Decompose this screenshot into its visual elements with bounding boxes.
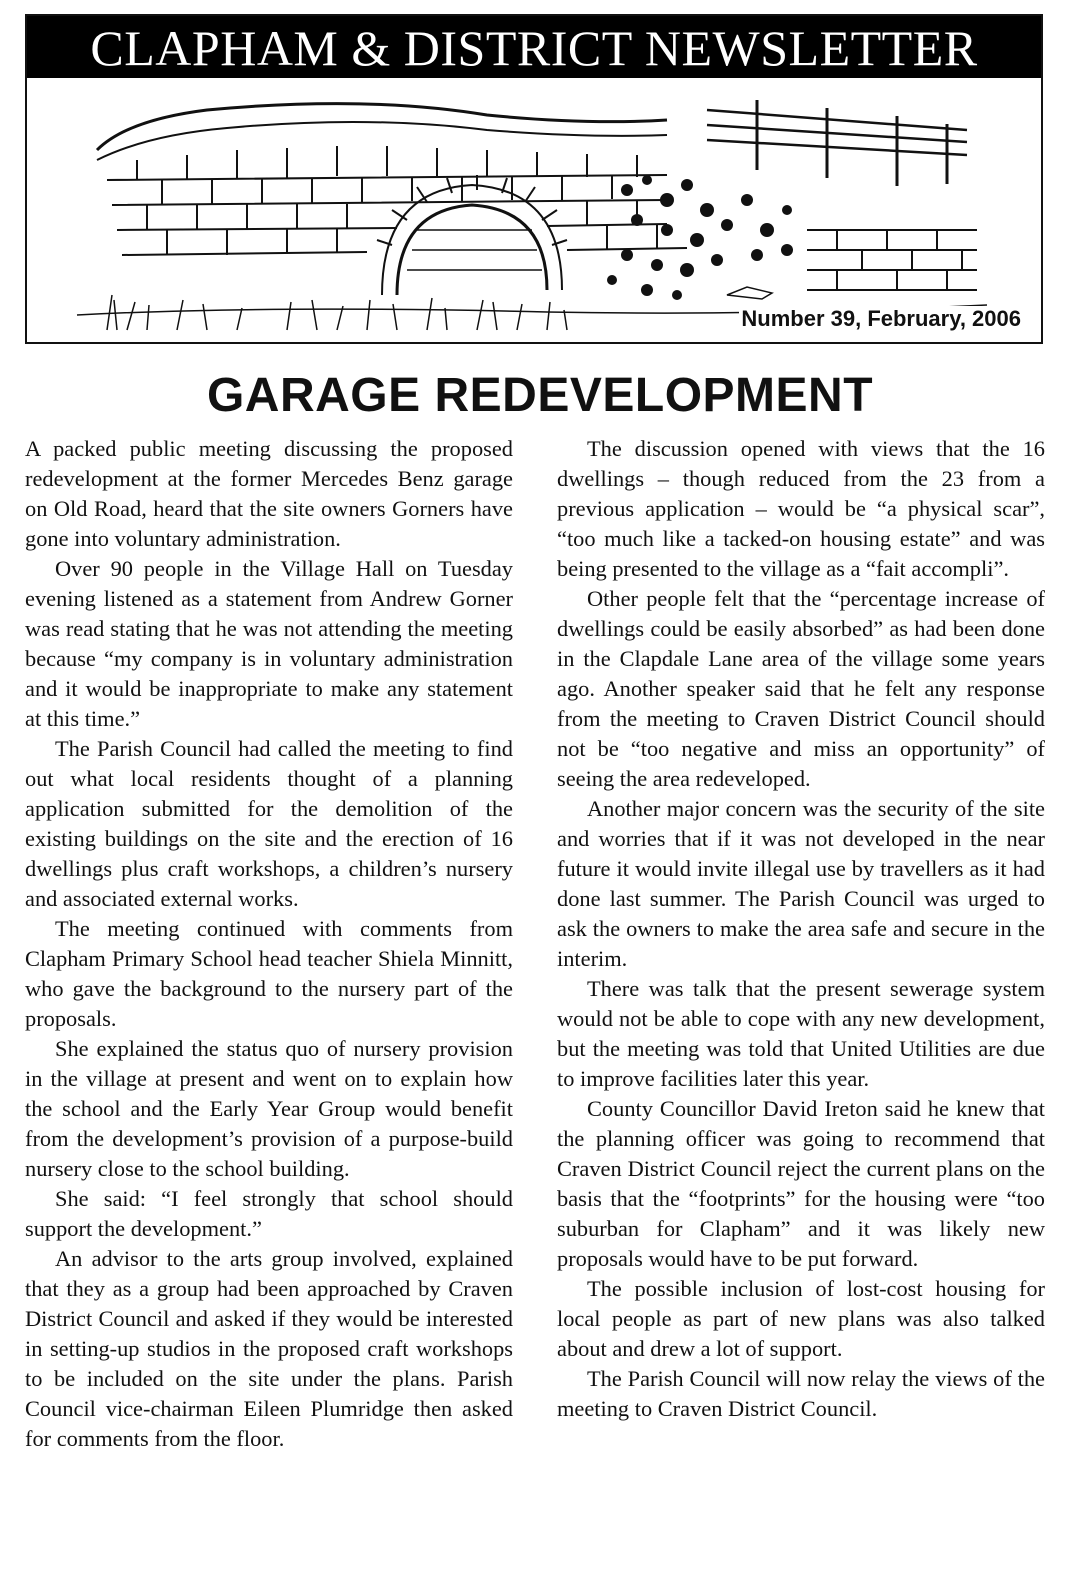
masthead [25, 14, 1043, 344]
stone-bridge-illustration [67, 80, 1007, 342]
article-column-left [25, 434, 513, 1454]
paragraph: The meeting continued with comments from Clapham Primary School head teacher Shiela Minnitt, who gave the background to the nursery part of the proposals. [25, 916, 513, 1031]
paragraph: The Parish Council will now relay the views of the meeting to Craven District Council. [557, 1366, 1045, 1421]
paragraph: The discussion opened with views that the 16 dwellings – though reduced from the 23 from a previous application – would be “a physical scar”, “too much like a tacked-on housing estate” and was being presented to the village as a “fait accompli”. [557, 436, 1045, 581]
paragraph: She explained the status quo of nursery provision in the village at present and went on to explain how the school and the Early Year Group would benefit from the development’s provision of a purpose-build nursery close to the school building. [25, 1036, 513, 1181]
issue-number: Number 39, February, 2006 [741, 306, 1021, 331]
paragraph: A packed public meeting discussing the proposed redevelopment at the former Mercedes Benz garage on Old Road, heard that the site owners Gorners have gone into voluntary administration. [25, 436, 513, 551]
paragraph: Another major concern was the security of the site and worries that if it was not developed in the near future it would invite illegal use by travellers as it had done last summer. The Parish Council was urged to ask the owners to make the area safe and secure in the interim. [557, 796, 1045, 971]
paragraph: Over 90 people in the Village Hall on Tuesday evening listened as a statement from Andrew Gorner was read stating that he was not attending the meeting because “my company is in voluntary administration and it would be inappropriate to make any statement at this time.” [25, 556, 513, 731]
paragraph: There was talk that the present sewerage system would not be able to cope with any new development, but the meeting was told that United Utilities are due to improve facilities later this year. [557, 976, 1045, 1091]
paragraph: She said: “I feel strongly that school should support the development.” [25, 1186, 513, 1241]
paragraph: An advisor to the arts group involved, explained that they as a group had been approached by Craven District Council and asked if they would be interested in setting-up studios in the proposed craft workshops to be included on the site under the plans. Parish Council vice-chairman Eileen Plumridge then asked for comments from the floor. [25, 1246, 513, 1451]
paragraph: The Parish Council had called the meeting to find out what local residents thought of a planning application submitted for the demolition of the existing buildings on the site and the erection of 16 dwellings plus craft workshops, a children’s nursery and associated external works. [25, 736, 513, 911]
article-headline: GARAGE REDEVELOPMENT [206, 369, 874, 422]
article-column-right [557, 434, 1045, 1424]
paragraph: County Councillor David Ireton said he knew that the planning officer was going to recommend that Craven District Council reject the current plans on the basis that the “footprints” for the housing were “too suburban for Clapham” and it was likely new proposals would have to be put forward. [557, 1096, 1045, 1271]
paragraph: Other people felt that the “percentage increase of dwellings could be easily absorbed” as had been done in the Clapdale Lane area of the village some years ago. Another speaker said that he felt any response from the meeting to Craven District Council should not be “too negative and miss an opportunity” of seeing the area redeveloped. [557, 586, 1045, 791]
newsletter-title: CLAPHAM & DISTRICT NEWSLETTER [27, 16, 1041, 78]
paragraph: The possible inclusion of lost-cost housing for local people as part of new plans was also talked about and drew a lot of support. [557, 1276, 1045, 1361]
